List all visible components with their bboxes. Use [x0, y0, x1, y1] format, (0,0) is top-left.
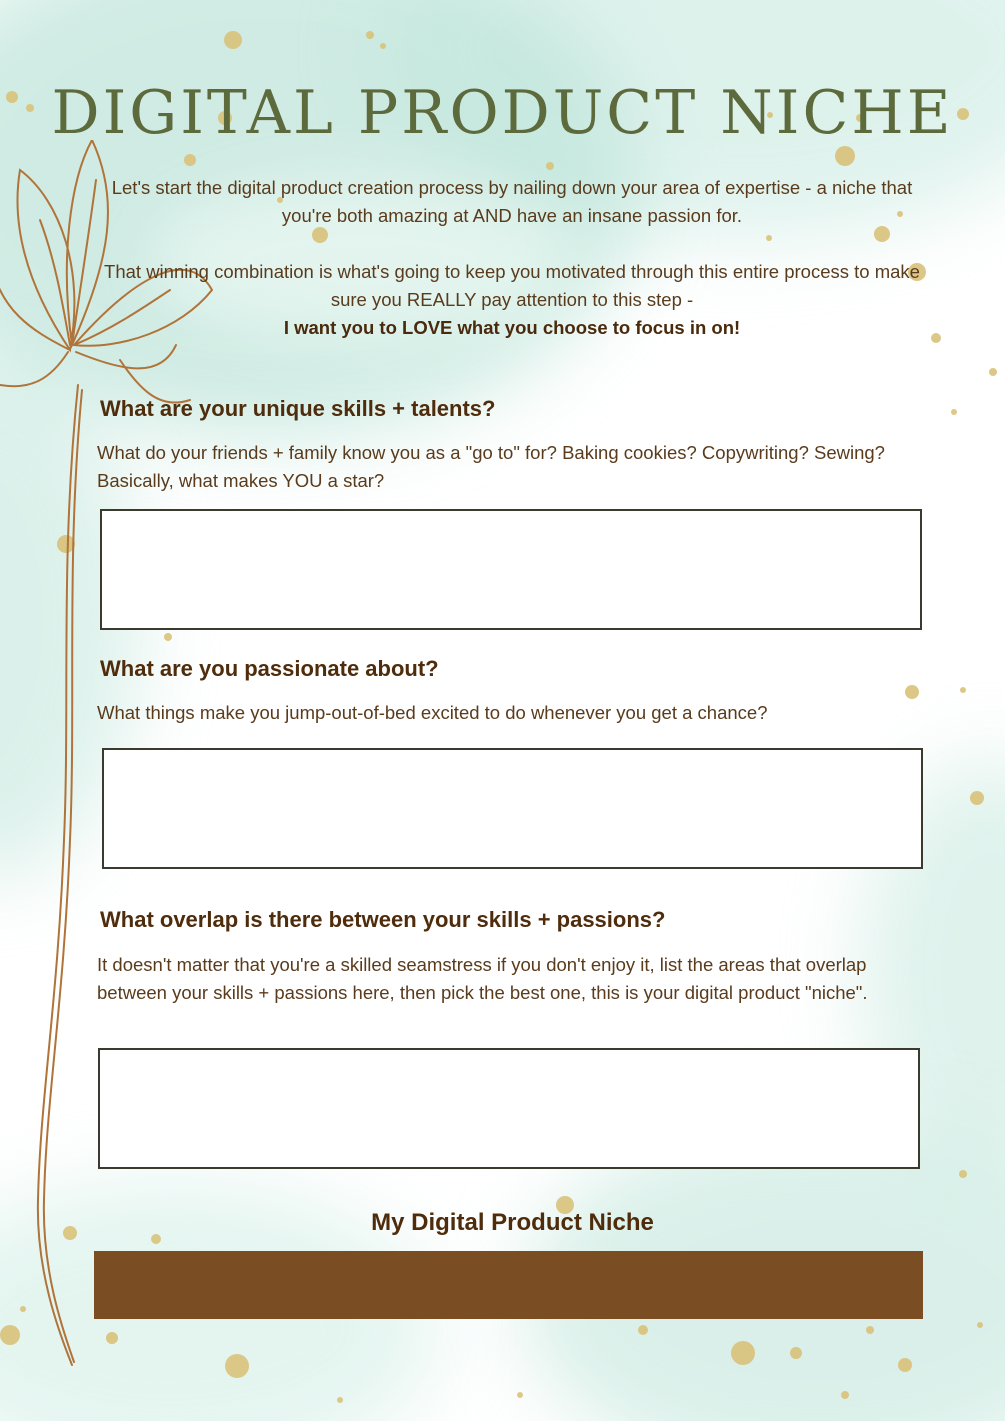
- question-prompt-passions: What things make you jump-out-of-bed excited to do whenever you get a chance?: [97, 702, 768, 723]
- question-heading-passions: What are you passionate about?: [100, 656, 439, 681]
- skills-answer-box[interactable]: [100, 509, 922, 630]
- question-prompt-overlap: It doesn't matter that you're a skilled seamstress if you don't enjoy it, list the areas that overlap between your skills + passions here, then pick the best one, this is your digital product "niche".: [97, 954, 868, 1003]
- niche-input-bar[interactable]: [94, 1251, 923, 1319]
- overlap-answer-box[interactable]: [98, 1048, 920, 1169]
- intro-paragraph: Let's start the digital product creation process by nailing down your area of expertise - a niche that you're both amazing at AND have an insane passion for.: [111, 177, 913, 226]
- passions-answer-box[interactable]: [102, 748, 923, 869]
- page-title: DIGITAL PRODUCT NICHE: [51, 78, 954, 148]
- question-prompt-skills: What do your friends + family know you as a "go to" for? Baking cookies? Copywriting? Sewing? Basically, what makes YOU a star?: [97, 442, 885, 491]
- intro-paragraph: That winning combination is what's going to keep you motivated through this entire process to make sure you REALLY pay attention to this step -: [104, 261, 920, 310]
- intro-emphasis: I want you to LOVE what you choose to focus in on!: [283, 317, 741, 338]
- question-heading-skills: What are your unique skills + talents?: [100, 396, 496, 421]
- niche-label: My Digital Product Niche: [371, 1209, 654, 1236]
- question-heading-overlap: What overlap is there between your skills + passions?: [100, 907, 666, 932]
- intro-text: [100, 174, 924, 342]
